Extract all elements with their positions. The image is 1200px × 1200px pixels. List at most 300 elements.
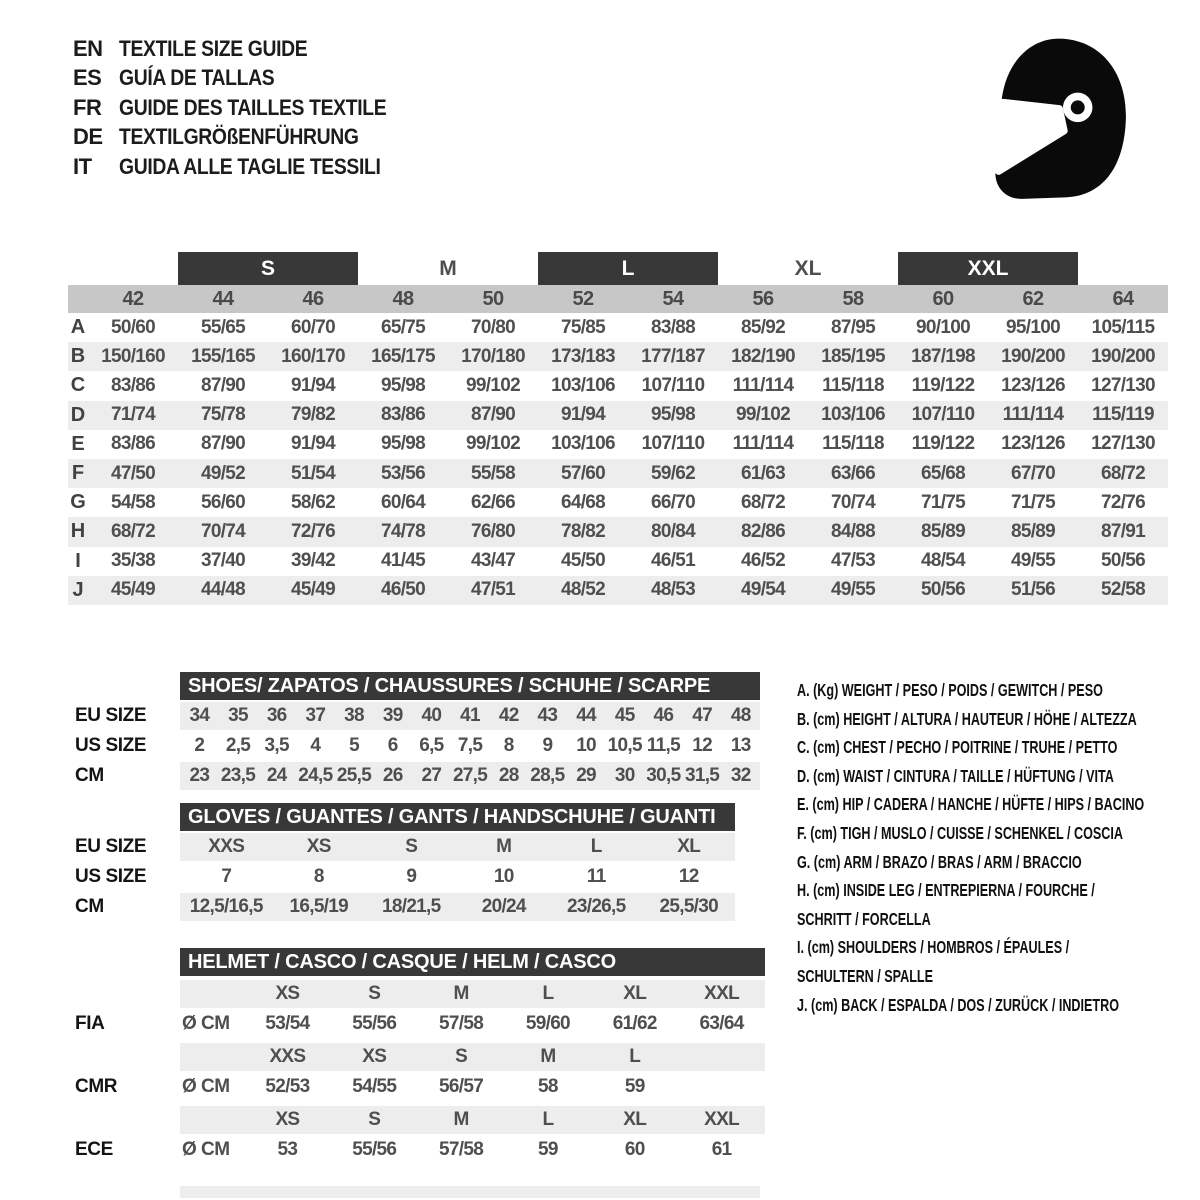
shoes-value: 10 <box>576 735 596 756</box>
measurement-value: 99/102 <box>736 404 790 426</box>
measurement-value: 56/60 <box>200 491 246 513</box>
numeric-size-label: 42 <box>122 287 144 310</box>
numeric-size-label: 46 <box>302 287 324 310</box>
helmet-sizes-values <box>180 1106 765 1134</box>
shoes-value: 2 <box>194 735 205 756</box>
legend-item <box>797 876 1197 933</box>
guide-title: TEXTILGRÖßENFÜHRUNG <box>119 124 359 150</box>
measurement-value: 115/118 <box>822 374 884 396</box>
numeric-size-label: 44 <box>212 287 234 310</box>
helmet-size-label: L <box>542 983 554 1004</box>
size-group-spacer <box>88 252 178 285</box>
gloves-value: 7 <box>221 866 232 887</box>
measurement-value: 107/110 <box>911 404 975 426</box>
language-code: EN <box>73 35 103 61</box>
measurement-value: 127/130 <box>1091 374 1155 396</box>
shoes-value: 42 <box>498 705 519 726</box>
shoes-row-label: US SIZE <box>75 735 147 756</box>
row-label-spacer <box>75 948 180 976</box>
measurement-value: 60/70 <box>290 316 336 338</box>
row-label-spacer <box>75 672 180 700</box>
measurement-row <box>68 547 1168 576</box>
helmet-value: 61/62 <box>612 1013 657 1034</box>
measurement-row <box>68 488 1168 517</box>
gloves-row-values <box>180 893 735 921</box>
legend-line: A. (Kg) WEIGHT / PESO / POIDS / GEWITCH / PESO <box>797 680 1103 700</box>
shoes-value: 23,5 <box>220 765 256 786</box>
measurement-value: 182/190 <box>731 345 795 367</box>
helmet-sizes-row <box>75 980 765 1008</box>
shoes-value: 13 <box>730 735 751 756</box>
gloves-row <box>75 863 735 891</box>
helmet-value: 59 <box>624 1076 645 1097</box>
helmet-size-label: XXL <box>704 983 739 1004</box>
language-row <box>73 93 423 123</box>
helmet-value: 55/56 <box>352 1139 397 1160</box>
shoes-value: 9 <box>542 735 553 756</box>
measurement-value: 99/102 <box>466 374 520 396</box>
helmet-sizes-values <box>180 1043 765 1071</box>
measurement-value: 47/53 <box>830 550 876 572</box>
shoes-value: 32 <box>730 765 751 786</box>
measurement-value: 85/89 <box>1010 520 1056 542</box>
gloves-value: XL <box>677 836 701 857</box>
measurement-value: 54/58 <box>110 491 156 513</box>
shoes-value: 5 <box>349 735 359 756</box>
guide-title: GUIDE DES TAILLES TEXTILE <box>119 94 387 120</box>
shoes-row <box>75 732 760 760</box>
helmet-sizes-row <box>75 1043 765 1071</box>
measurement-value: 150/160 <box>101 345 165 367</box>
legend-line: SCHRITT / FORCELLA <box>797 908 931 929</box>
measurement-value: 71/75 <box>1010 491 1056 513</box>
size-group-l: L <box>538 252 718 285</box>
measurement-value: 111/114 <box>1002 404 1064 426</box>
helmet-value: 60 <box>624 1139 645 1160</box>
shoes-value: 43 <box>537 705 558 726</box>
measurement-legend <box>797 676 1197 1019</box>
measurement-value: 127/130 <box>1091 433 1155 455</box>
legend-item <box>797 848 1197 877</box>
measurement-value: 35/38 <box>110 550 156 572</box>
shoes-value: 44 <box>576 705 596 726</box>
measurement-value: 85/89 <box>920 520 966 542</box>
measurement-value: 91/94 <box>560 404 606 426</box>
shoes-value: 27 <box>421 765 442 786</box>
measurement-row <box>68 342 1168 371</box>
legend-line: E. (cm) HIP / CADERA / HANCHE / HÜFTE / HIPS / BACINO <box>797 794 1145 815</box>
diameter-unit-label: Ø CM <box>182 1013 230 1034</box>
helmet-value: 55/56 <box>352 1013 397 1034</box>
language-code: FR <box>73 94 102 120</box>
measurement-value: 170/180 <box>461 345 525 367</box>
shoes-value: 39 <box>382 705 403 726</box>
helmet-value: 57/58 <box>439 1013 484 1034</box>
measurement-value: 95/98 <box>380 374 426 396</box>
legend-line: D. (cm) WAIST / CINTURA / TAILLE / HÜFTUNG / VITA <box>797 765 1114 786</box>
measurement-value: 99/102 <box>466 433 520 455</box>
measurement-value: 57/60 <box>560 462 606 484</box>
numeric-size-label: 50 <box>482 287 504 310</box>
measurement-value: 50/56 <box>920 579 966 601</box>
measurement-value: 61/63 <box>740 462 786 484</box>
measurement-value: 87/95 <box>830 316 876 338</box>
measurement-value: 45/49 <box>290 579 336 601</box>
shoes-value: 7,5 <box>457 735 483 756</box>
measurement-value: 49/52 <box>200 462 246 484</box>
measurement-value: 50/56 <box>1100 550 1146 572</box>
measurement-value: 111/114 <box>732 374 794 396</box>
measurement-value: 95/98 <box>650 404 696 426</box>
measurement-row-label: F <box>71 462 85 485</box>
visor-pivot-dot <box>1071 100 1085 114</box>
gloves-value: S <box>405 836 418 857</box>
helmet-standard-label: ECE <box>75 1139 113 1160</box>
shoes-value: 6,5 <box>419 735 444 756</box>
measurement-value: 60/64 <box>380 491 426 513</box>
measurement-value: 68/72 <box>740 491 786 513</box>
legend-line: C. (cm) CHEST / PECHO / POITRINE / TRUHE / PETTO <box>797 737 1118 758</box>
legend-line: J. (cm) BACK / ESPALDA / DOS / ZURÜCK / INDIETRO <box>797 994 1120 1015</box>
shoes-value: 24,5 <box>298 765 333 786</box>
language-row <box>73 34 423 64</box>
helmet-value: 61 <box>711 1139 732 1160</box>
shoes-value: 30,5 <box>646 765 681 786</box>
helmet-title: HELMET / CASCO / CASQUE / HELM / CASCO <box>188 950 616 973</box>
shoes-value: 27,5 <box>452 765 488 786</box>
measurement-value: 72/76 <box>290 520 336 542</box>
measurement-value: 95/100 <box>1006 316 1060 338</box>
shoes-value: 12 <box>692 735 712 756</box>
measurement-value: 91/94 <box>290 433 336 455</box>
gloves-value: 12 <box>678 866 699 887</box>
numeric-size-band <box>68 285 1168 313</box>
gloves-value: XXS <box>208 836 245 857</box>
shoes-value: 25,5 <box>336 765 372 786</box>
numeric-size-label: 64 <box>1112 287 1134 310</box>
row-label-spacer <box>75 1043 180 1071</box>
helmet-values-row <box>75 1008 765 1040</box>
language-row <box>73 64 423 94</box>
shoes-size-table <box>75 672 760 792</box>
legend-item <box>797 933 1197 990</box>
measurement-row-label: B <box>70 345 86 368</box>
measurement-value: 119/122 <box>911 374 975 396</box>
helmet-values <box>180 1134 765 1166</box>
measurement-value: 55/58 <box>470 462 516 484</box>
measurement-value: 55/65 <box>200 316 246 338</box>
gloves-row-label: US SIZE <box>75 866 147 887</box>
measurement-value: 71/75 <box>920 491 966 513</box>
legend-item <box>797 762 1197 791</box>
helmet-size-label: M <box>540 1046 556 1067</box>
measurement-value: 91/94 <box>290 374 336 396</box>
helmet-title-row <box>75 948 765 976</box>
gloves-row <box>75 893 735 921</box>
shoes-row-label: CM <box>75 765 104 786</box>
size-group-xl: XL <box>794 256 822 280</box>
measurement-row <box>68 576 1168 605</box>
measurement-value: 95/98 <box>380 433 426 455</box>
helmet-value: 56/57 <box>439 1076 484 1097</box>
shoes-value: 37 <box>305 705 326 726</box>
helmet-values <box>180 1008 765 1040</box>
measurement-value: 65/75 <box>380 316 426 338</box>
gloves-value: M <box>496 836 512 857</box>
legend-item <box>797 819 1197 848</box>
gloves-value: 10 <box>493 866 514 887</box>
helmet-size-label: XS <box>275 1109 300 1130</box>
shoes-value: 24 <box>266 765 287 786</box>
measurement-row <box>68 459 1168 488</box>
language-code: ES <box>73 65 102 91</box>
measurement-row <box>68 313 1168 342</box>
measurement-value: 87/91 <box>1100 520 1146 542</box>
measurement-value: 49/55 <box>1010 550 1056 572</box>
unit-spacer <box>180 980 244 1008</box>
shoes-value: 28 <box>498 765 519 786</box>
gloves-row-label: CM <box>75 896 104 917</box>
helmet-size-label: S <box>368 983 381 1004</box>
measurement-value: 37/40 <box>200 550 246 572</box>
gloves-value: 11 <box>586 866 606 887</box>
helmet-size-label: XL <box>623 983 647 1004</box>
gloves-value: 20/24 <box>481 896 526 917</box>
language-row <box>73 123 423 153</box>
legend-item <box>797 991 1197 1020</box>
shoes-value: 41 <box>460 705 480 726</box>
shoes-value: 3,5 <box>264 735 289 756</box>
measurement-row-label: D <box>70 403 86 426</box>
measurement-value: 103/106 <box>551 374 615 396</box>
legend-item <box>797 733 1197 762</box>
numeric-size-label: 60 <box>932 287 954 310</box>
helmet-value: 59/60 <box>525 1013 570 1034</box>
measurement-value: 45/50 <box>560 550 606 572</box>
size-group-s: S <box>178 252 358 285</box>
measurement-value: 105/115 <box>1091 316 1155 338</box>
helmet-standard-label: CMR <box>75 1076 118 1097</box>
measurement-row-label: E <box>71 432 85 455</box>
helmet-size-label: XL <box>623 1109 647 1130</box>
measurement-value: 123/126 <box>1001 374 1065 396</box>
measurement-row-label: J <box>72 578 84 601</box>
shoes-value: 23 <box>189 765 210 786</box>
numeric-size-label: 54 <box>662 287 684 310</box>
measurement-value: 46/52 <box>740 550 786 572</box>
helmet-value: 53 <box>277 1139 298 1160</box>
measurement-value: 80/84 <box>650 520 696 542</box>
helmet-size-label: XXL <box>704 1109 739 1130</box>
measurement-value: 48/53 <box>650 579 696 601</box>
measurement-value: 107/110 <box>641 433 705 455</box>
measurement-value: 90/100 <box>916 316 970 338</box>
helmet-size-label: L <box>629 1046 641 1067</box>
measurement-value: 48/52 <box>560 579 606 601</box>
shoes-title: SHOES/ ZAPATOS / CHAUSSURES / SCHUHE / SCARPE <box>188 674 711 697</box>
measurement-value: 155/165 <box>191 345 255 367</box>
measurement-value: 70/80 <box>470 316 516 338</box>
gloves-value: XS <box>306 836 331 857</box>
row-label-spacer <box>75 980 180 1008</box>
measurement-value: 41/45 <box>380 550 426 572</box>
helmet-value: 54/55 <box>352 1076 397 1097</box>
measurement-row <box>68 430 1168 459</box>
measurement-row-label: H <box>70 520 86 543</box>
measurement-value: 48/54 <box>920 550 966 572</box>
measurement-value: 87/90 <box>470 404 516 426</box>
measurement-value: 103/106 <box>551 433 615 455</box>
shoes-row-label: EU SIZE <box>75 705 147 726</box>
measurement-value: 47/51 <box>470 579 516 601</box>
legend-line: H. (cm) INSIDE LEG / ENTREPIERNA / FOURCHE / <box>797 880 1095 901</box>
measurement-value: 165/175 <box>371 345 435 367</box>
measurement-value: 63/66 <box>830 462 876 484</box>
measurement-value: 177/187 <box>641 345 705 367</box>
measurement-value: 173/183 <box>551 345 615 367</box>
helmet-value: 59 <box>538 1139 558 1160</box>
unit-spacer <box>180 1106 244 1134</box>
diameter-unit-label: Ø CM <box>182 1139 230 1160</box>
measurement-value: 64/68 <box>560 491 606 513</box>
language-code: IT <box>73 153 92 179</box>
gloves-value: 25,5/30 <box>659 896 718 917</box>
helmet-values-row <box>75 1134 765 1166</box>
gloves-title: GLOVES / GUANTES / GANTS / HANDSCHUHE / GUANTI <box>188 805 716 828</box>
legend-item <box>797 790 1197 819</box>
numeric-size-label: 58 <box>842 287 864 310</box>
numeric-size-label: 56 <box>752 287 774 310</box>
shoes-value: 4 <box>310 735 321 756</box>
gloves-value: L <box>590 836 602 857</box>
measurement-value: 62/66 <box>470 491 516 513</box>
measurement-value: 51/56 <box>1010 579 1056 601</box>
gloves-value: 8 <box>313 866 324 887</box>
measurement-row <box>68 401 1168 430</box>
gloves-value: 9 <box>406 866 417 887</box>
shoes-title-row <box>75 672 760 700</box>
measurement-value: 115/119 <box>1092 404 1154 426</box>
measurement-value: 87/90 <box>200 433 246 455</box>
gloves-value: 23/26,5 <box>567 896 626 917</box>
legend-item <box>797 676 1197 705</box>
shoes-value: 40 <box>421 705 442 726</box>
measurement-value: 160/170 <box>281 345 345 367</box>
measurement-value: 71/74 <box>110 404 156 426</box>
row-label-spacer <box>68 252 88 285</box>
row-label-spacer <box>68 285 88 313</box>
measurement-value: 49/55 <box>830 579 876 601</box>
measurement-row-label: C <box>70 374 86 397</box>
gloves-value: 12,5/16,5 <box>189 896 263 917</box>
guide-title: GUÍA DE TALLAS <box>119 65 275 91</box>
shoes-value: 46 <box>653 705 674 726</box>
shoes-row-values <box>180 762 760 790</box>
helmet-size-table <box>75 948 765 1169</box>
shoes-row-values <box>180 732 760 760</box>
numeric-size-label: 62 <box>1022 287 1044 310</box>
measurement-row-label: I <box>75 549 81 572</box>
racing-helmet-icon <box>978 36 1134 216</box>
guide-title: TEXTILE SIZE GUIDE <box>119 35 308 61</box>
measurement-row <box>68 517 1168 546</box>
measurement-value: 187/198 <box>911 345 975 367</box>
gloves-title-bar <box>180 803 735 831</box>
measurement-value: 65/68 <box>920 462 966 484</box>
numeric-size-label: 52 <box>572 287 594 310</box>
language-code: DE <box>73 124 103 150</box>
gloves-row-values <box>180 833 735 861</box>
measurement-value: 53/56 <box>380 462 426 484</box>
helmet-value: 57/58 <box>439 1139 484 1160</box>
shoes-row <box>75 702 760 730</box>
shoes-value: 47 <box>692 705 712 726</box>
row-label-spacer <box>75 1106 180 1134</box>
shoes-value: 31,5 <box>684 765 720 786</box>
helmet-size-label: S <box>368 1109 381 1130</box>
helmet-standard-label: FIA <box>75 1013 105 1034</box>
measurement-value: 84/88 <box>830 520 876 542</box>
measurement-value: 46/50 <box>380 579 426 601</box>
shoes-value: 38 <box>344 705 364 726</box>
helmet-size-label: XXS <box>269 1046 306 1067</box>
measurement-value: 50/60 <box>110 316 156 338</box>
measurement-value: 82/86 <box>740 520 786 542</box>
shoes-value: 45 <box>614 705 635 726</box>
measurement-value: 58/62 <box>290 491 336 513</box>
measurement-value: 107/110 <box>641 374 705 396</box>
shoes-value: 2,5 <box>225 735 251 756</box>
measurement-value: 190/200 <box>1091 345 1155 367</box>
helmet-size-label: XS <box>275 983 300 1004</box>
helmet-size-label: S <box>455 1046 468 1067</box>
helmet-values <box>180 1071 765 1103</box>
numeric-size-label: 48 <box>392 287 414 310</box>
measurement-value: 78/82 <box>560 520 606 542</box>
measurement-value: 83/86 <box>110 433 156 455</box>
measurement-value: 39/42 <box>290 550 336 572</box>
measurement-value: 74/78 <box>380 520 426 542</box>
measurement-value: 52/58 <box>1100 579 1146 601</box>
measurement-value: 115/118 <box>822 433 884 455</box>
measurement-value: 43/47 <box>470 550 516 572</box>
textile-size-table <box>68 252 1168 605</box>
shoes-row <box>75 762 760 790</box>
measurement-value: 51/54 <box>290 462 336 484</box>
measurement-row-label: G <box>70 491 86 514</box>
measurement-value: 83/86 <box>110 374 156 396</box>
measurement-value: 68/72 <box>110 520 156 542</box>
measurement-value: 119/122 <box>911 433 975 455</box>
helmet-sizes-values <box>180 980 765 1008</box>
measurement-rows <box>68 313 1168 605</box>
measurement-value: 75/85 <box>560 316 606 338</box>
measurement-value: 83/88 <box>650 316 696 338</box>
unit-spacer <box>180 1043 244 1071</box>
helmet-value: 63/64 <box>699 1013 744 1034</box>
shoes-value: 36 <box>266 705 287 726</box>
gloves-row-label: EU SIZE <box>75 836 147 857</box>
measurement-value: 45/49 <box>110 579 156 601</box>
helmet-value: 53/54 <box>265 1013 310 1034</box>
helmet-size-label: L <box>542 1109 554 1130</box>
guide-title: GUIDA ALLE TAGLIE TESSILI <box>119 153 381 179</box>
gloves-value: 16,5/19 <box>289 896 348 917</box>
language-row <box>73 152 423 182</box>
shoes-value: 48 <box>730 705 751 726</box>
size-letter-band <box>68 252 1168 285</box>
gloves-row <box>75 833 735 861</box>
